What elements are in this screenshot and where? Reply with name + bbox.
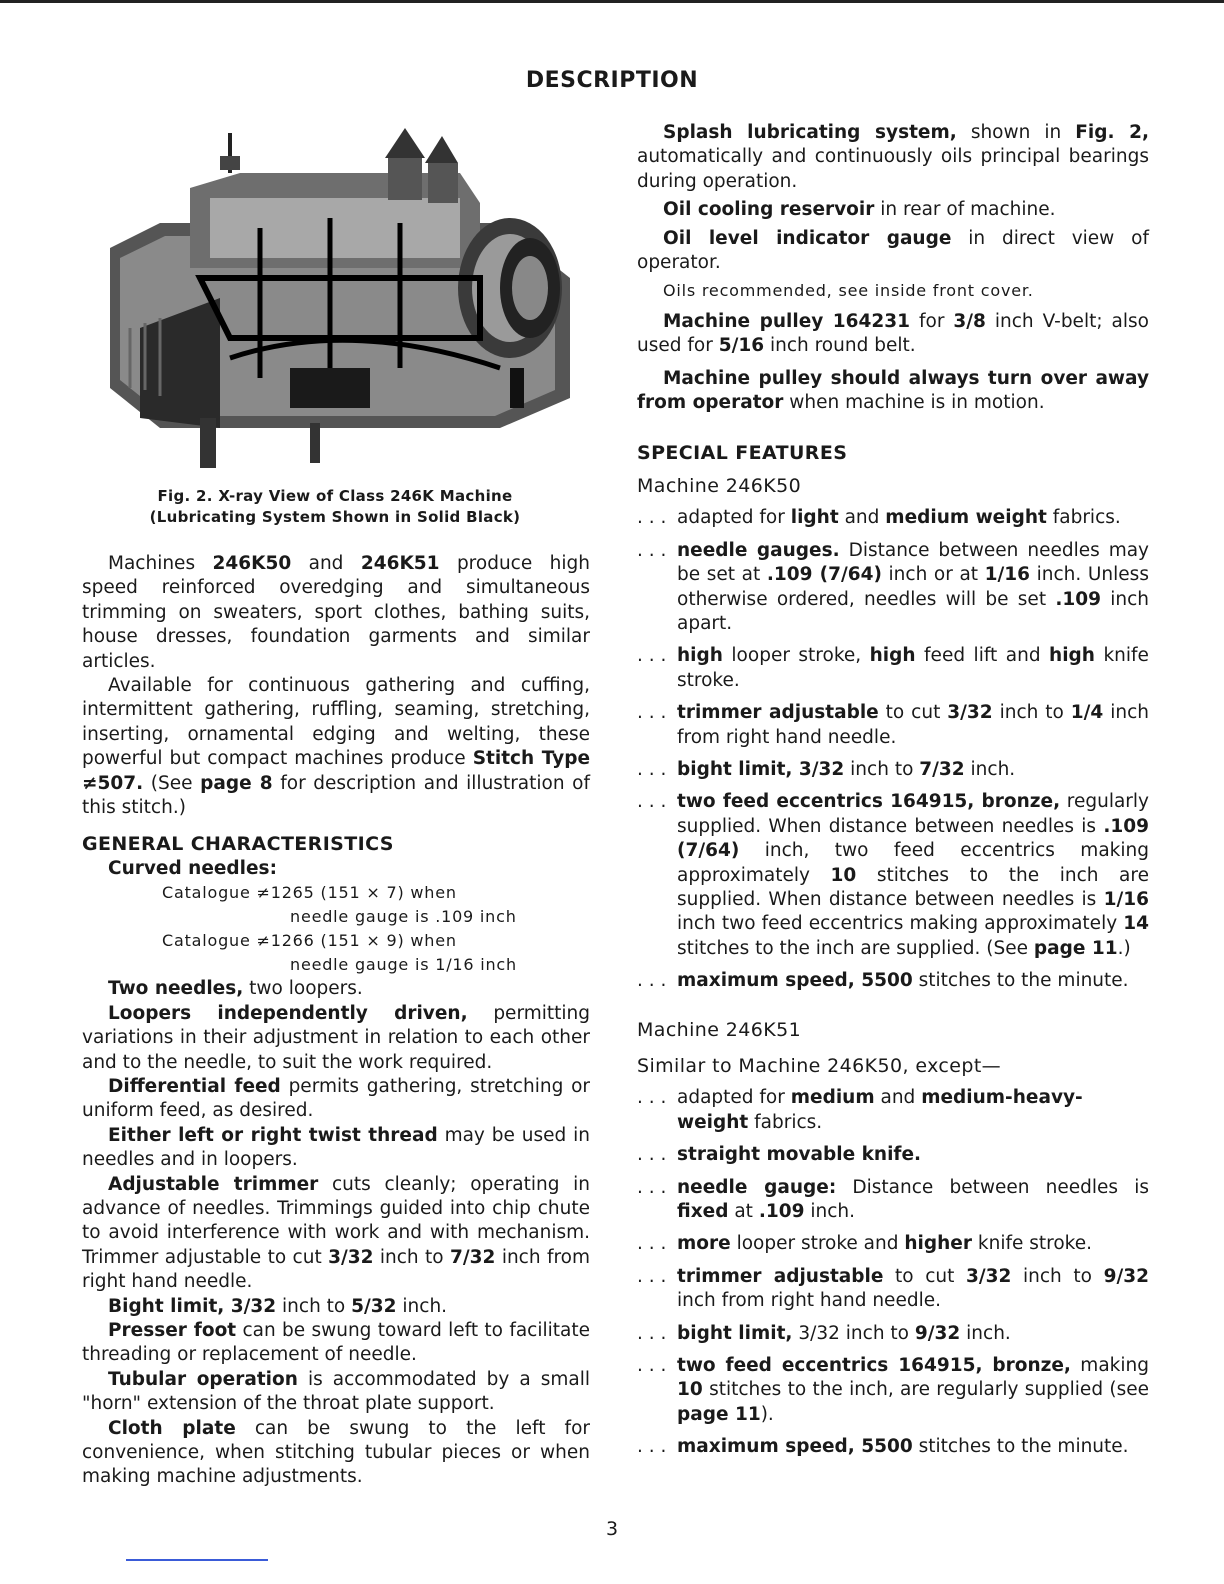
m50-feature-feed-eccentrics: . . . two feed eccentrics 164915, bronze, regularly supplied. When distance between needles is .109 (7/64) inch, two feed eccentrics making approximately 10 stitches to the inch are supplied. When distance between needles is 1/16 inch two feed eccentrics making approximately 14 stitches to the inch are supplied. (See page 11.) xyxy=(637,791,1149,959)
m50-feature-needle-gauges: . . . needle gauges. Distance between needles may be set at .109 (7/64) inch or at 1/16 inch. Unless otherwise ordered, needles will be set .109 inch apart. xyxy=(637,539,1149,634)
m51-feature-knife: . . . straight movable knife. xyxy=(637,1144,922,1166)
machine-figure xyxy=(100,128,580,473)
m50-feature-max-speed: . . . maximum speed, 5500 stitches to the minute. xyxy=(637,970,1129,992)
special-features-heading: SPECIAL FEATURES xyxy=(637,442,848,465)
differential-feed-paragraph: Differential feed permits gathering, stretching or uniform feed, as desired. xyxy=(82,1075,590,1122)
m51-feature-feed-eccentrics: . . . two feed eccentrics 164915, bronze, making 10 stitches to the inch, are regularly supplied (see page 11). xyxy=(637,1355,1149,1425)
intro-paragraph-1: Machines 246K50 and 246K51 produce high speed reinforced overedging and simultaneous trimming on sweaters, sport clothes, bathing suits, house dresses, foundation garments and similar articles. xyxy=(82,553,590,672)
machine-xray-illustration xyxy=(100,128,580,473)
bight-limit-paragraph: Bight limit, 3/32 inch to 5/32 inch. xyxy=(108,1295,448,1317)
machine-246k51-subheading: Similar to Machine 246K50, except— xyxy=(637,1055,1002,1077)
two-needles-paragraph: Two needles, two loopers. xyxy=(108,978,363,1000)
adjustable-trimmer-paragraph: Adjustable trimmer cuts cleanly; operating in advance of needles. Trimmings guided into chip chute to avoid interference with work and with mechanism. Trimmer adjustable to cut 3/32 inch to 7/32 inch from right hand needle. xyxy=(82,1173,591,1293)
m50-feature-strokes: . . . high looper stroke, high feed lift and high knife stroke. xyxy=(637,645,1149,691)
catalogue-1265-line1: Catalogue ≠1265 (151 × 7) when xyxy=(162,883,457,903)
m51-feature-trimmer: . . . trimmer adjustable to cut 3/32 inch to 9/32 inch from right hand needle. xyxy=(637,1265,1149,1312)
page-number: 3 xyxy=(605,1518,619,1540)
figure-caption xyxy=(100,486,570,528)
machine-246k50-heading: Machine 246K50 xyxy=(637,474,802,497)
m51-feature-strokes: . . . more looper stroke and higher knife stroke. xyxy=(637,1233,1092,1255)
m51-feature-bight-limit: . . . bight limit, 3/32 inch to 9/32 inch. xyxy=(637,1322,1011,1344)
right-column xyxy=(637,121,1149,1460)
tubular-operation-paragraph: Tubular operation is accommodated by a small "horn" extension of the throat plate support. xyxy=(82,1368,590,1415)
loopers-paragraph: Loopers independently driven, permitting variations in their adjustment in relation to each other and to the needle, to suit the work required. xyxy=(82,1002,590,1073)
caption-line-2: (Lubricating System Shown in Solid Black) xyxy=(149,508,521,526)
curved-needles-heading: Curved needles: xyxy=(108,857,277,879)
cloth-plate-paragraph: Cloth plate can be swung to the left for convenience, when stitching tubular pieces or when making machine adjustments. xyxy=(82,1417,590,1488)
intro-paragraph-2: Available for continuous gathering and cuffing, intermittent gathering, ruffling, seaming, stretching, inserting, ornamental edging and welting, these powerful but compact machines produce Stitch Type ≠507. (See page 8 for description and illustration of this stitch.) xyxy=(82,675,590,819)
page-title: DESCRIPTION xyxy=(525,68,699,93)
machine-246k51-heading: Machine 246K51 xyxy=(637,1018,802,1041)
left-column xyxy=(82,552,590,1490)
pulley-direction-paragraph: Machine pulley should always turn over away from operator when machine is in motion. xyxy=(637,367,1149,414)
catalogue-1266-line1: Catalogue ≠1266 (151 × 9) when xyxy=(162,931,457,951)
footer-rule xyxy=(126,1559,268,1561)
top-rule xyxy=(0,0,1224,3)
machine-pulley-paragraph: Machine pulley 164231 for 3/8 inch V-belt; also used for 5/16 inch round belt. xyxy=(637,310,1149,357)
twist-thread-paragraph: Either left or right twist thread may be used in needles and in loopers. xyxy=(82,1124,590,1171)
m50-feature-fabrics: . . . adapted for light and medium weight fabrics. xyxy=(637,507,1121,529)
m50-feature-trimmer: . . . trimmer adjustable to cut 3/32 inch to 1/4 inch from right hand needle. xyxy=(637,702,1149,748)
catalogue-1266-line2: needle gauge is 1/16 inch xyxy=(290,955,517,975)
m51-feature-needle-gauge: . . . needle gauge: Distance between needles is fixed at .109 inch. xyxy=(637,1176,1149,1223)
oil-cooling-paragraph: Oil cooling reservoir in rear of machine. xyxy=(663,199,1056,221)
m51-feature-fabrics: . . . adapted for medium and medium-heavy-weight fabrics. xyxy=(637,1087,1083,1133)
catalogue-1265-line2: needle gauge is .109 inch xyxy=(290,907,517,927)
caption-line-1: Fig. 2. X-ray View of Class 246K Machine xyxy=(157,487,513,505)
m51-feature-max-speed: . . . maximum speed, 5500 stitches to the minute. xyxy=(637,1436,1129,1458)
general-characteristics-heading: GENERAL CHARACTERISTICS xyxy=(82,833,394,856)
splash-lubricating-paragraph: Splash lubricating system, shown in Fig. 2, automatically and continuously oils principal bearings during operation. xyxy=(637,122,1149,192)
oils-recommended-note: Oils recommended, see inside front cover. xyxy=(663,281,1034,301)
m50-feature-bight-limit: . . . bight limit, 3/32 inch to 7/32 inch. xyxy=(637,758,1016,780)
oil-level-paragraph: Oil level indicator gauge in direct view of operator. xyxy=(637,227,1149,274)
presser-foot-paragraph: Presser foot can be swung toward left to facilitate threading or replacement of needle. xyxy=(82,1319,590,1366)
